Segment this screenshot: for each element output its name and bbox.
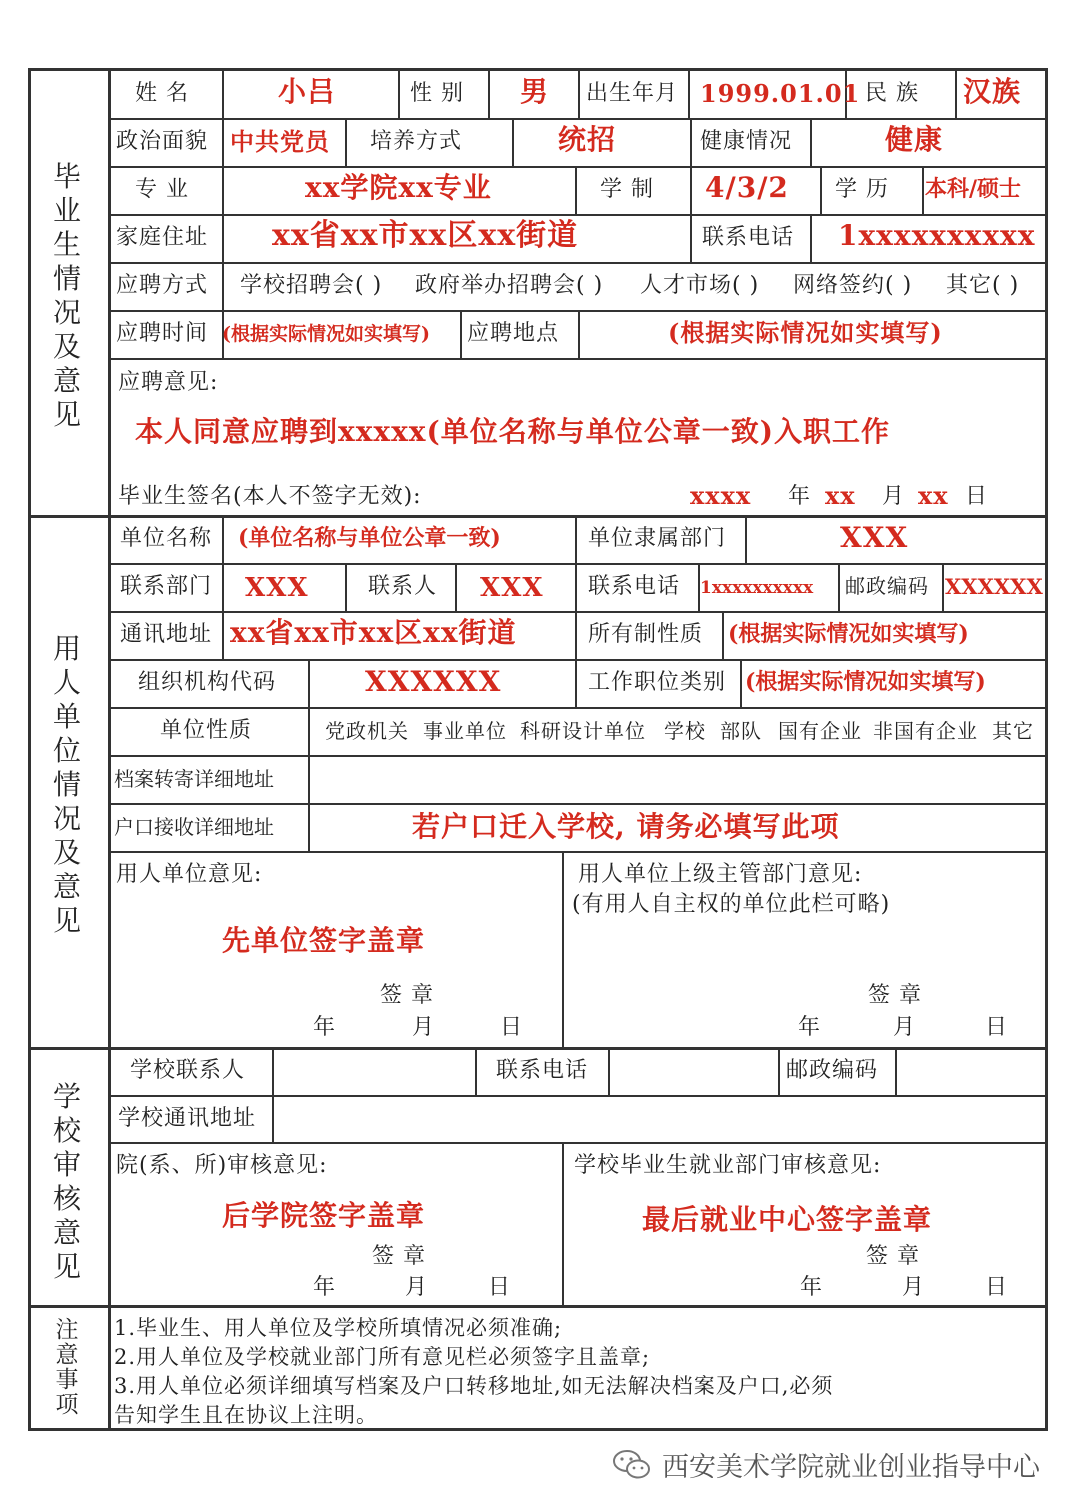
school-postcode-label: 邮政编码 xyxy=(786,1058,879,1083)
hukou-value[interactable]: 若户口迁入学校, 请务必填写此项 xyxy=(412,810,840,843)
section-title-employer: 用 人 单 位 情 况 及 意 见 xyxy=(52,632,81,937)
unit-opinion-label: 用人单位意见: xyxy=(116,862,263,887)
gender-label: 性 别 xyxy=(410,81,464,106)
superior-seal-label: 签 章 xyxy=(868,983,922,1008)
major-label: 专 业 xyxy=(135,177,189,202)
center-opinion-value[interactable]: 最后就业中心签字盖章 xyxy=(642,1203,933,1236)
place-value[interactable]: (根据实际情况如实填写) xyxy=(668,318,943,347)
note-1: 1.毕业生、用人单位及学校所填情况必须准确; xyxy=(114,1316,563,1340)
school-phone-label: 联系电话 xyxy=(496,1058,589,1083)
method-option-talent-market[interactable]: 人才市场( ) xyxy=(640,273,760,298)
ownership-label: 所有制性质 xyxy=(588,622,704,647)
college-month: 月 xyxy=(405,1275,429,1300)
health-value[interactable]: 健康 xyxy=(885,123,944,156)
sign-year-char: 年 xyxy=(788,484,812,509)
degree-label: 学 历 xyxy=(835,177,889,202)
method-option-other[interactable]: 其它( ) xyxy=(946,273,1020,298)
method-label: 应聘方式 xyxy=(116,273,209,298)
method-option-government[interactable]: 政府举办招聘会( ) xyxy=(415,273,604,298)
postcode-value[interactable]: XXXXXX xyxy=(945,574,1043,599)
birth-label: 出生年月 xyxy=(586,81,679,106)
mail-address-value[interactable]: xx省xx市xx区xx街道 xyxy=(230,616,517,649)
school-contact-label: 学校联系人 xyxy=(130,1058,246,1083)
sign-day-value[interactable]: xx xyxy=(918,481,949,510)
phone-value[interactable]: 1xxxxxxxxxx xyxy=(838,219,1036,252)
time-label: 应聘时间 xyxy=(116,321,209,346)
contact-phone-value[interactable]: 1xxxxxxxxxx xyxy=(700,578,814,598)
phone-label: 联系电话 xyxy=(702,225,795,250)
center-day: 日 xyxy=(985,1275,1009,1300)
footer-watermark xyxy=(612,1445,1040,1484)
superior-month: 月 xyxy=(893,1015,917,1040)
college-day: 日 xyxy=(488,1275,512,1300)
note-2: 2.用人单位及学校就业部门所有意见栏必须签字且盖章; xyxy=(114,1345,651,1369)
ethnic-value[interactable]: 汉族 xyxy=(963,75,1022,108)
unit-month: 月 xyxy=(412,1015,436,1040)
duration-value[interactable]: 4/3/2 xyxy=(705,171,789,204)
note-4: 告知学生且在协议上注明。 xyxy=(114,1403,378,1427)
note-3: 3.用人单位必须详细填写档案及户口转移地址,如无法解决档案及户口,必须 xyxy=(114,1374,834,1398)
footer-source: 西安美术学院就业创业指导中心 xyxy=(662,1452,1040,1483)
unit-dept-value[interactable]: XXX xyxy=(840,521,909,554)
sign-month-value[interactable]: xx xyxy=(825,481,856,510)
sign-month-char: 月 xyxy=(882,484,906,509)
political-label: 政治面貌 xyxy=(116,129,209,154)
sign-day-char: 日 xyxy=(965,484,989,509)
section-title-notes: 注 意 事 项 xyxy=(55,1317,79,1418)
college-opinion-label: 院(系、所)审核意见: xyxy=(116,1153,328,1178)
unit-type-label: 单位性质 xyxy=(160,718,253,743)
contact-person-label: 联系人 xyxy=(368,574,438,599)
method-option-online[interactable]: 网络签约( ) xyxy=(793,273,913,298)
unit-name-value[interactable]: (单位名称与单位公章一致) xyxy=(238,525,501,551)
unit-opinion-value[interactable]: 先单位签字盖章 xyxy=(222,924,426,957)
ethnic-label: 民 族 xyxy=(865,81,919,106)
name-label: 姓 名 xyxy=(135,81,189,106)
unit-seal-label: 签 章 xyxy=(380,983,434,1008)
graduate-sign-label: 毕业生签名(本人不签字无效): xyxy=(118,484,422,509)
unit-type-research[interactable]: 科研设计单位 xyxy=(520,719,646,743)
unit-type-state-owned[interactable]: 国有企业 xyxy=(778,719,862,743)
contact-dept-value[interactable]: XXX xyxy=(245,573,309,603)
time-value[interactable]: (根据实际情况如实填写) xyxy=(222,323,430,345)
archive-label: 档案转寄详细地址 xyxy=(114,767,274,791)
political-value[interactable]: 中共党员 xyxy=(230,127,330,156)
org-code-label: 组织机构代码 xyxy=(138,670,277,695)
gender-value[interactable]: 男 xyxy=(520,75,550,108)
job-category-label: 工作职位类别 xyxy=(588,670,727,695)
health-label: 健康情况 xyxy=(700,129,793,154)
center-year: 年 xyxy=(800,1275,824,1300)
section-title-graduate: 毕 业 生 情 况 及 意 见 xyxy=(52,160,81,431)
college-opinion-value[interactable]: 后学院签字盖章 xyxy=(222,1199,426,1232)
address-value[interactable]: xx省xx市xx区xx街道 xyxy=(272,218,579,253)
wechat-icon xyxy=(612,1448,652,1482)
job-category-value[interactable]: (根据实际情况如实填写) xyxy=(745,669,986,695)
postcode-label: 邮政编码 xyxy=(845,574,929,598)
unit-type-public[interactable]: 事业单位 xyxy=(423,719,507,743)
unit-name-label: 单位名称 xyxy=(120,526,213,551)
unit-year: 年 xyxy=(313,1015,337,1040)
training-value[interactable]: 统招 xyxy=(558,123,617,156)
opinion-label: 应聘意见: xyxy=(118,370,219,395)
unit-dept-label: 单位隶属部门 xyxy=(588,526,727,551)
sign-year-value[interactable]: xxxx xyxy=(690,481,752,510)
ownership-value[interactable]: (根据实际情况如实填写) xyxy=(728,621,969,647)
contact-person-value[interactable]: XXX xyxy=(480,573,544,603)
center-seal-label: 签 章 xyxy=(866,1244,920,1269)
school-address-label: 学校通讯地址 xyxy=(118,1106,257,1131)
superior-day: 日 xyxy=(985,1015,1009,1040)
contact-dept-label: 联系部门 xyxy=(120,574,213,599)
address-label: 家庭住址 xyxy=(116,225,209,250)
center-month: 月 xyxy=(902,1275,926,1300)
place-label: 应聘地点 xyxy=(467,321,560,346)
unit-type-army[interactable]: 部队 xyxy=(720,719,762,743)
superior-opinion-label: 用人单位上级主管部门意见: xyxy=(578,862,863,887)
college-seal-label: 签 章 xyxy=(372,1244,426,1269)
opinion-value[interactable]: 本人同意应聘到xxxxx(单位名称与单位公章一致)入职工作 xyxy=(135,415,890,448)
mail-address-label: 通讯地址 xyxy=(120,622,213,647)
unit-type-school[interactable]: 学校 xyxy=(664,719,706,743)
major-value[interactable]: xx学院xx专业 xyxy=(305,171,492,204)
hukou-label: 户口接收详细地址 xyxy=(114,815,274,839)
contact-phone-label: 联系电话 xyxy=(588,574,681,599)
unit-type-non-state[interactable]: 非国有企业 xyxy=(873,719,978,743)
college-year: 年 xyxy=(313,1275,337,1300)
superior-note: (有用人自主权的单位此栏可略) xyxy=(572,892,891,917)
unit-type-other[interactable]: 其它 xyxy=(992,719,1034,743)
duration-label: 学 制 xyxy=(600,177,654,202)
training-label: 培养方式 xyxy=(370,129,463,154)
method-option-school[interactable]: 学校招聘会( ) xyxy=(240,273,383,298)
org-code-value[interactable]: XXXXXX xyxy=(365,665,502,698)
degree-value[interactable]: 本科/硕士 xyxy=(925,176,1022,202)
name-value[interactable]: 小吕 xyxy=(278,75,337,108)
center-opinion-label: 学校毕业生就业部门审核意见: xyxy=(574,1153,882,1178)
superior-year: 年 xyxy=(798,1015,822,1040)
birth-value[interactable]: 1999.01.01 xyxy=(700,79,861,108)
unit-day: 日 xyxy=(500,1015,524,1040)
section-title-school: 学 校 审 核 意 见 xyxy=(52,1080,81,1283)
unit-type-party[interactable]: 党政机关 xyxy=(325,719,409,743)
